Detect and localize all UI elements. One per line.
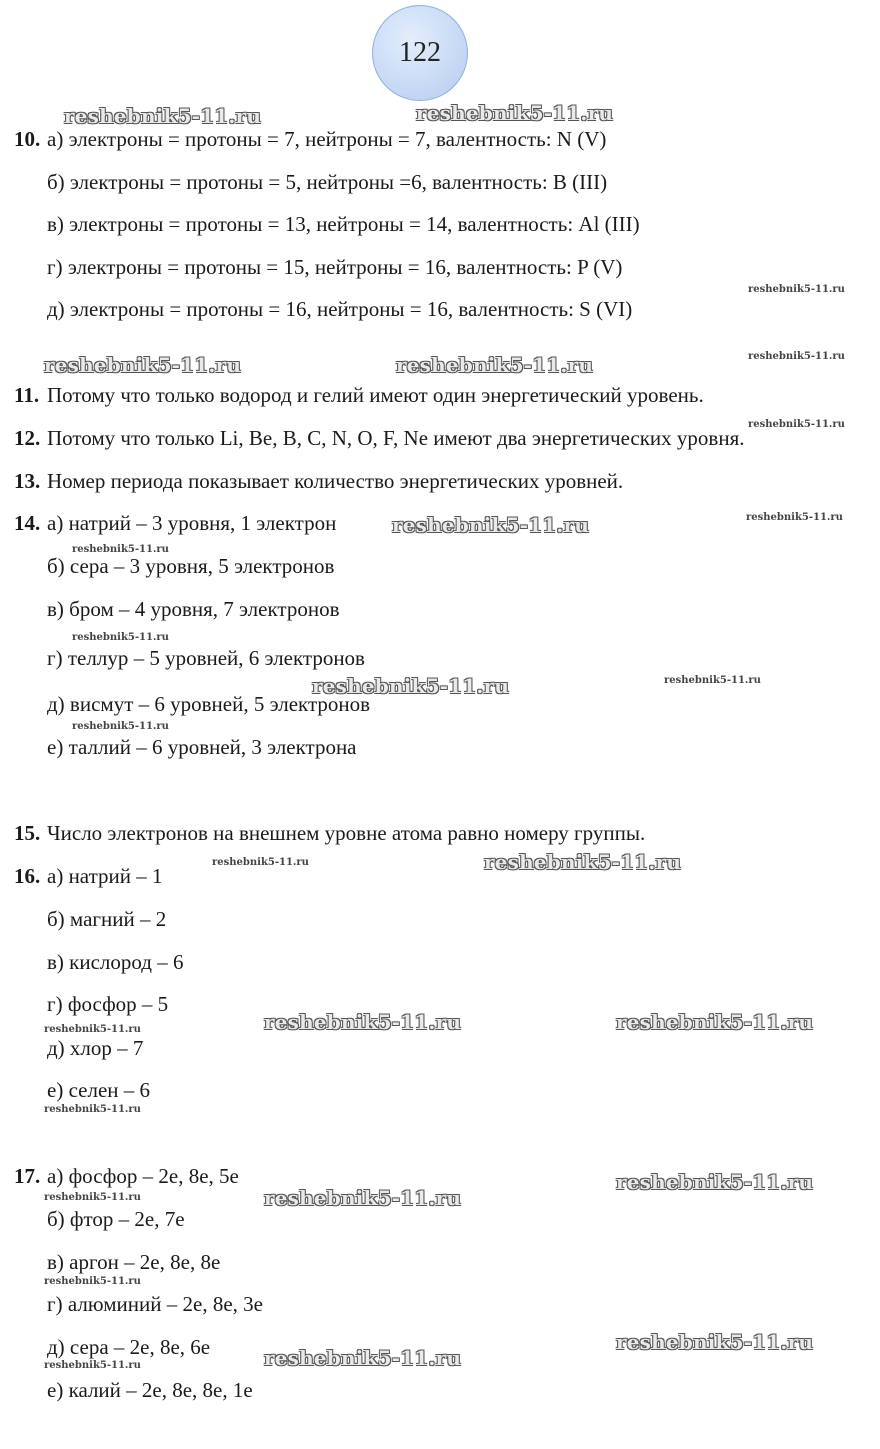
watermark: reshebnik5-11.ru bbox=[212, 857, 309, 868]
watermark: reshebnik5-11.ru bbox=[396, 353, 594, 377]
watermark: reshebnik5-11.ru bbox=[416, 101, 614, 125]
watermark: reshebnik5-11.ru bbox=[748, 284, 845, 295]
answer-line: в) бром – 4 уровня, 7 электронов bbox=[47, 597, 340, 621]
watermark: reshebnik5-11.ru bbox=[484, 850, 682, 874]
watermark: reshebnik5-11.ru bbox=[44, 1192, 141, 1203]
answer-line: а) натрий – 1 bbox=[47, 864, 163, 888]
watermark: reshebnik5-11.ru bbox=[616, 1170, 814, 1194]
watermark: reshebnik5-11.ru bbox=[44, 1276, 141, 1287]
watermark: reshebnik5-11.ru bbox=[72, 721, 169, 732]
watermark: reshebnik5-11.ru bbox=[44, 353, 242, 377]
answer-line: д) хлор – 7 bbox=[47, 1036, 144, 1060]
answer-line: Число электронов на внешнем уровне атома равно номеру группы. bbox=[47, 821, 646, 845]
watermark: reshebnik5-11.ru bbox=[44, 1104, 141, 1115]
watermark: reshebnik5-11.ru bbox=[392, 513, 590, 537]
answer-line: а) фосфор – 2е, 8е, 5е bbox=[47, 1164, 239, 1188]
question-number: 13. bbox=[14, 469, 41, 493]
question-number: 10. bbox=[14, 127, 41, 151]
watermark: reshebnik5-11.ru bbox=[44, 1024, 141, 1035]
answer-line: б) фтор – 2е, 7е bbox=[47, 1207, 185, 1231]
watermark: reshebnik5-11.ru bbox=[64, 104, 262, 128]
question-number: 15. bbox=[14, 821, 41, 845]
watermark: reshebnik5-11.ru bbox=[264, 1186, 462, 1210]
answer-line: г) теллур – 5 уровней, 6 электронов bbox=[47, 646, 365, 670]
watermark: reshebnik5-11.ru bbox=[44, 1360, 141, 1371]
answer-line: е) таллий – 6 уровней, 3 электрона bbox=[47, 735, 357, 759]
watermark: reshebnik5-11.ru bbox=[616, 1330, 814, 1354]
answer-line: б) магний – 2 bbox=[47, 907, 167, 931]
answer-line: а) электроны = протоны = 7, нейтроны = 7, валентность: N (V) bbox=[47, 127, 607, 151]
answer-line: г) фосфор – 5 bbox=[47, 992, 169, 1016]
answer-line: г) электроны = протоны = 15, нейтроны = 16, валентность: P (V) bbox=[47, 255, 623, 279]
watermark: reshebnik5-11.ru bbox=[664, 675, 761, 686]
answer-line: б) сера – 3 уровня, 5 электронов bbox=[47, 554, 335, 578]
watermark: reshebnik5-11.ru bbox=[264, 1010, 462, 1034]
answer-line: а) натрий – 3 уровня, 1 электрон bbox=[47, 511, 337, 535]
answer-line: Потому что только водород и гелий имеют один энергетический уровень. bbox=[47, 383, 704, 407]
answer-line: д) висмут – 6 уровней, 5 электронов bbox=[47, 692, 371, 716]
answer-line: е) селен – 6 bbox=[47, 1078, 151, 1102]
answer-line: Номер периода показывает количество энергетических уровней. bbox=[47, 469, 624, 493]
watermark: reshebnik5-11.ru bbox=[312, 674, 510, 698]
question-number: 12. bbox=[14, 426, 41, 450]
answer-line: е) калий – 2е, 8е, 8е, 1е bbox=[47, 1378, 253, 1402]
answer-line: в) аргон – 2е, 8е, 8е bbox=[47, 1250, 221, 1274]
question-number: 11. bbox=[14, 383, 40, 407]
question-number: 17. bbox=[14, 1164, 41, 1188]
answer-line: д) сера – 2е, 8е, 6е bbox=[47, 1335, 211, 1359]
answer-line: Потому что только Li, Be, B, C, N, O, F, Ne имеют два энергетических уровня. bbox=[47, 426, 745, 450]
answer-line: б) электроны = протоны = 5, нейтроны =6, валентность: B (III) bbox=[47, 170, 608, 194]
watermark: reshebnik5-11.ru bbox=[746, 512, 843, 523]
watermark: reshebnik5-11.ru bbox=[72, 544, 169, 555]
page-number-badge: 122 bbox=[372, 5, 468, 101]
watermark: reshebnik5-11.ru bbox=[748, 351, 845, 362]
watermark: reshebnik5-11.ru bbox=[616, 1010, 814, 1034]
question-number: 14. bbox=[14, 511, 41, 535]
answer-line: в) кислород – 6 bbox=[47, 950, 184, 974]
question-number: 16. bbox=[14, 864, 41, 888]
answer-line: д) электроны = протоны = 16, нейтроны = 16, валентность: S (VI) bbox=[47, 297, 633, 321]
watermark: reshebnik5-11.ru bbox=[72, 632, 169, 643]
answer-line: в) электроны = протоны = 13, нейтроны = 14, валентность: Al (III) bbox=[47, 212, 640, 236]
answer-line: г) алюминий – 2е, 8е, 3е bbox=[47, 1292, 263, 1316]
watermark: reshebnik5-11.ru bbox=[748, 419, 845, 430]
watermark: reshebnik5-11.ru bbox=[264, 1346, 462, 1370]
